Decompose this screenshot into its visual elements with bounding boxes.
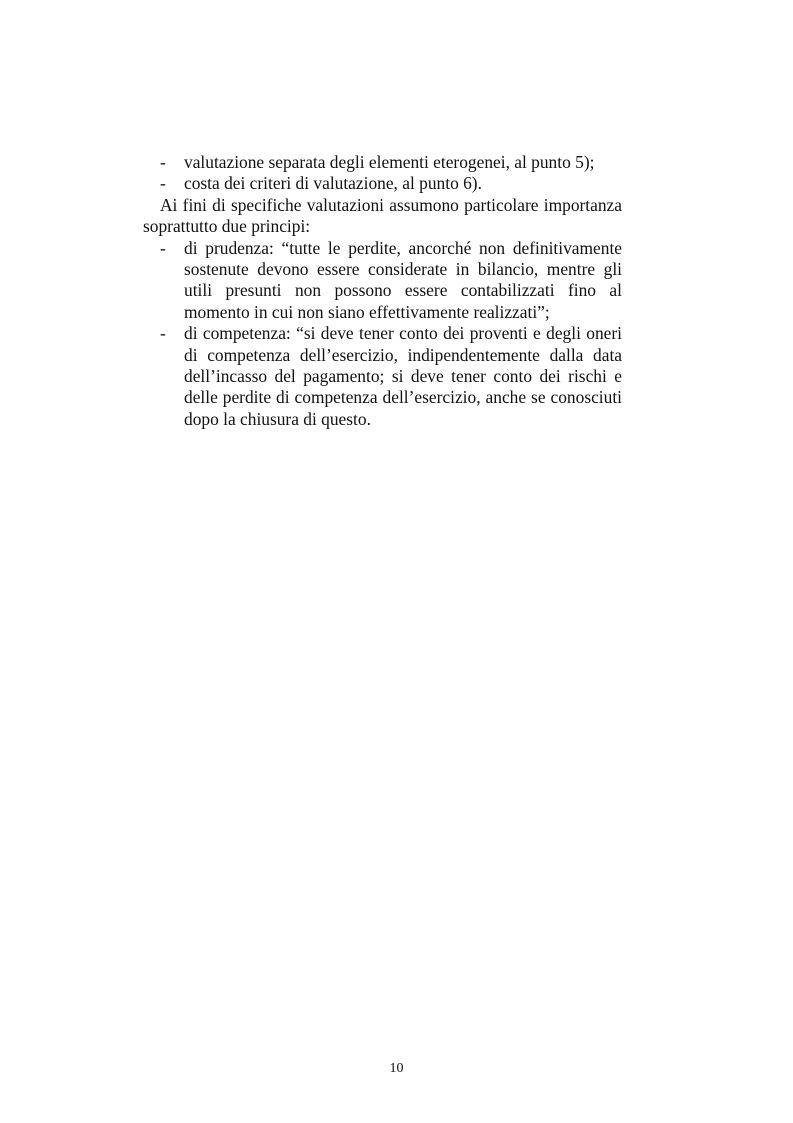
list-dash: - (160, 323, 166, 344)
list-item (143, 173, 622, 194)
list-dash: - (160, 237, 166, 258)
list-item-text: di competenza: “si deve tener conto dei proventi e degli oneri di competenza dell’esercizio, indipendentemente dalla data dell’incasso del pagamento; si deve tener conto dei rischi e delle perdite di competenza dell’esercizio, anche se conosciuti dopo la chiusura di questo. (184, 323, 622, 429)
intro-paragraph: Ai fini di specifiche valutazioni assumono particolare importanza soprattutto due principi: (143, 194, 622, 237)
principles-list (143, 238, 622, 431)
list-item (143, 152, 622, 173)
list-item (143, 238, 622, 324)
criteria-list (143, 152, 622, 195)
body-text (143, 152, 622, 430)
list-item-text: di prudenza: “tutte le perdite, ancorché non definitivamente sostenute devono essere considerate in bilancio, mentre gli utili presunti non possono essere contabilizzati fino al momento in cui non siano effettivamente realizzati”; (184, 237, 622, 322)
list-dash: - (160, 152, 166, 172)
list-item-text: valutazione separata degli elementi eterogenei, al punto 5); (184, 152, 595, 172)
list-dash: - (160, 173, 166, 194)
list-item-text: costa dei criteri di valutazione, al punto 6). (184, 173, 482, 194)
list-item (143, 323, 622, 430)
page-number: 10 (389, 1061, 404, 1076)
